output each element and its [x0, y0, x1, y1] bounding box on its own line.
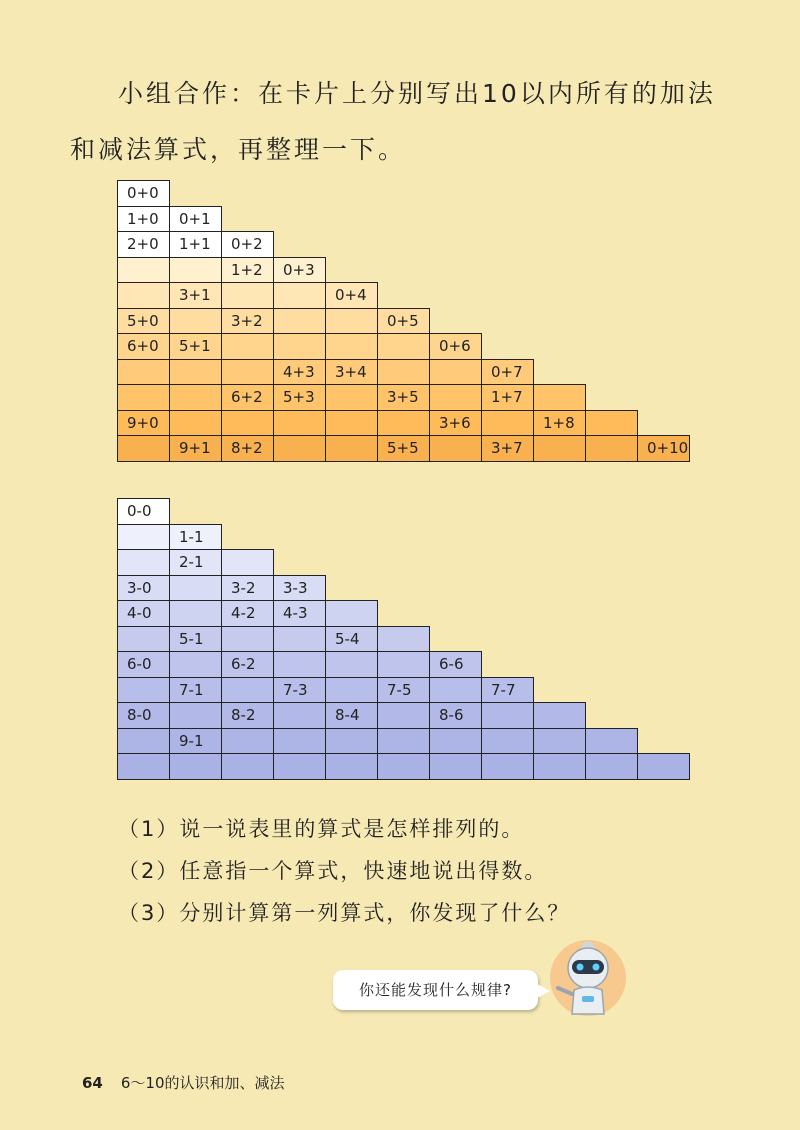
addition-formula-cell	[326, 436, 378, 462]
subtraction-formula-row	[118, 524, 690, 550]
addition-formula-cell	[534, 436, 586, 462]
subtraction-formula-cell	[118, 754, 170, 780]
addition-formula-cell	[586, 436, 638, 462]
addition-formula-row	[118, 308, 690, 334]
subtraction-formula-cell	[586, 754, 638, 780]
subtraction-formula-cell	[430, 728, 482, 754]
addition-formula-cell: 1+8	[534, 410, 586, 436]
addition-formula-row	[118, 206, 690, 232]
subtraction-formula-cell	[222, 728, 274, 754]
addition-formula-row	[118, 181, 690, 207]
subtraction-formula-cell	[274, 754, 326, 780]
subtraction-formula-cell	[378, 652, 430, 678]
addition-formula-cell	[326, 308, 378, 334]
addition-formula-cell	[274, 308, 326, 334]
blank-space	[638, 601, 690, 627]
blank-space	[534, 334, 586, 360]
blank-space	[586, 524, 638, 550]
addition-formula-cell	[378, 410, 430, 436]
addition-formula-cell	[170, 257, 222, 283]
blank-space	[586, 575, 638, 601]
addition-formula-cell	[222, 334, 274, 360]
addition-formula-cell: 0+3	[274, 257, 326, 283]
blank-space	[378, 181, 430, 207]
addition-formula-cell	[118, 257, 170, 283]
subtraction-formula-row	[118, 728, 690, 754]
subtraction-formula-cell: 7-7	[482, 677, 534, 703]
subtraction-formula-cell: 5-1	[170, 626, 222, 652]
subtraction-formula-cell	[222, 550, 274, 576]
subtraction-formula-row	[118, 626, 690, 652]
subtraction-formula-cell	[378, 703, 430, 729]
blank-space	[170, 181, 222, 207]
addition-formula-cell: 1+2	[222, 257, 274, 283]
subtraction-formula-cell	[326, 677, 378, 703]
blank-space	[638, 677, 690, 703]
blank-space	[378, 499, 430, 525]
blank-space	[222, 181, 274, 207]
subtraction-formula-cell	[222, 626, 274, 652]
subtraction-formula-cell: 7-5	[378, 677, 430, 703]
blank-space	[638, 703, 690, 729]
blank-space	[430, 524, 482, 550]
subtraction-formula-cell	[378, 754, 430, 780]
blank-space	[274, 550, 326, 576]
addition-formula-cell: 5+5	[378, 436, 430, 462]
subtraction-formula-cell: 5-4	[326, 626, 378, 652]
blank-space	[482, 524, 534, 550]
blank-space	[222, 206, 274, 232]
blank-space	[482, 181, 534, 207]
subtraction-formula-cell	[170, 601, 222, 627]
addition-formula-cell: 1+0	[118, 206, 170, 232]
addition-formula-row	[118, 257, 690, 283]
addition-formula-cell	[274, 334, 326, 360]
blank-space	[638, 575, 690, 601]
robot-icon	[548, 938, 628, 1018]
blank-space	[378, 283, 430, 309]
subtraction-formula-cell	[638, 754, 690, 780]
subtraction-formula-cell	[118, 550, 170, 576]
subtraction-formula-cell: 6-2	[222, 652, 274, 678]
subtraction-formula-cell	[222, 677, 274, 703]
subtraction-formula-row	[118, 550, 690, 576]
addition-formula-cell	[118, 385, 170, 411]
addition-formula-table	[117, 180, 690, 462]
addition-formula-cell	[534, 385, 586, 411]
addition-formula-cell	[378, 334, 430, 360]
subtraction-formula-cell	[274, 728, 326, 754]
subtraction-formula-cell	[170, 754, 222, 780]
blank-space	[482, 308, 534, 334]
addition-formula-cell: 5+3	[274, 385, 326, 411]
blank-space	[378, 601, 430, 627]
blank-space	[482, 206, 534, 232]
subtraction-formula-cell	[118, 626, 170, 652]
subtraction-formula-cell	[482, 703, 534, 729]
addition-formula-cell	[118, 359, 170, 385]
question-2: （2）任意指一个算式，快速地说出得数。	[118, 859, 548, 883]
subtraction-formula-row	[118, 677, 690, 703]
blank-space	[482, 283, 534, 309]
addition-formula-row	[118, 359, 690, 385]
subtraction-formula-cell: 4-0	[118, 601, 170, 627]
blank-space	[430, 601, 482, 627]
blank-space	[638, 206, 690, 232]
blank-space	[222, 524, 274, 550]
addition-formula-cell	[274, 410, 326, 436]
blank-space	[326, 181, 378, 207]
addition-formula-cell: 0+6	[430, 334, 482, 360]
addition-formula-cell: 0+4	[326, 283, 378, 309]
subtraction-formula-cell	[118, 677, 170, 703]
blank-space	[638, 308, 690, 334]
subtraction-formula-cell	[326, 652, 378, 678]
blank-space	[586, 283, 638, 309]
subtraction-formula-cell: 4-3	[274, 601, 326, 627]
question-1: （1）说一说表里的算式是怎样排列的。	[118, 817, 525, 841]
blank-space	[430, 308, 482, 334]
subtraction-formula-row	[118, 499, 690, 525]
blank-space	[638, 550, 690, 576]
blank-space	[534, 206, 586, 232]
blank-space	[274, 232, 326, 258]
subtraction-formula-row	[118, 601, 690, 627]
subtraction-formula-cell	[326, 601, 378, 627]
blank-space	[534, 232, 586, 258]
subtraction-formula-cell	[118, 728, 170, 754]
blank-space	[482, 652, 534, 678]
subtraction-formula-cell	[274, 652, 326, 678]
subtraction-formula-cell: 6-0	[118, 652, 170, 678]
subtraction-formula-cell	[534, 728, 586, 754]
subtraction-formula-cell: 8-4	[326, 703, 378, 729]
blank-space	[378, 206, 430, 232]
chapter-title: 6～10的认识和加、减法	[120, 1074, 285, 1092]
addition-formula-cell	[274, 436, 326, 462]
subtraction-formula-cell: 7-1	[170, 677, 222, 703]
blank-space	[274, 206, 326, 232]
addition-formula-cell	[170, 410, 222, 436]
blank-space	[534, 283, 586, 309]
blank-space	[638, 334, 690, 360]
addition-formula-cell	[170, 385, 222, 411]
blank-space	[482, 257, 534, 283]
addition-formula-cell	[586, 410, 638, 436]
blank-space	[638, 626, 690, 652]
question-list	[118, 808, 570, 934]
addition-formula-cell: 6+0	[118, 334, 170, 360]
subtraction-formula-cell: 0-0	[118, 499, 170, 525]
addition-formula-cell	[326, 410, 378, 436]
subtraction-formula-cell: 8-6	[430, 703, 482, 729]
subtraction-formula-cell	[430, 754, 482, 780]
addition-formula-cell: 1+7	[482, 385, 534, 411]
blank-space	[430, 626, 482, 652]
blank-space	[586, 499, 638, 525]
blank-space	[326, 206, 378, 232]
subtraction-formula-cell	[482, 754, 534, 780]
addition-formula-cell: 0+1	[170, 206, 222, 232]
blank-space	[326, 499, 378, 525]
blank-space	[586, 257, 638, 283]
subtraction-formula-cell: 8-0	[118, 703, 170, 729]
addition-formula-cell: 3+2	[222, 308, 274, 334]
addition-formula-cell: 0+7	[482, 359, 534, 385]
subtraction-formula-cell: 3-3	[274, 575, 326, 601]
blank-space	[482, 499, 534, 525]
addition-formula-cell	[326, 334, 378, 360]
blank-space	[638, 181, 690, 207]
blank-space	[274, 181, 326, 207]
addition-formula-cell	[482, 410, 534, 436]
subtraction-formula-cell: 6-6	[430, 652, 482, 678]
addition-formula-cell: 3+5	[378, 385, 430, 411]
addition-formula-cell: 2+0	[118, 232, 170, 258]
addition-formula-row	[118, 436, 690, 462]
blank-space	[586, 359, 638, 385]
addition-formula-cell: 9+0	[118, 410, 170, 436]
addition-formula-row	[118, 232, 690, 258]
blank-space	[326, 575, 378, 601]
blank-space	[482, 232, 534, 258]
subtraction-formula-cell: 1-1	[170, 524, 222, 550]
addition-formula-cell: 4+3	[274, 359, 326, 385]
addition-formula-cell: 0+2	[222, 232, 274, 258]
addition-formula-cell: 3+7	[482, 436, 534, 462]
subtraction-formula-row	[118, 703, 690, 729]
blank-space	[534, 181, 586, 207]
addition-formula-cell	[170, 308, 222, 334]
blank-space	[326, 550, 378, 576]
addition-formula-cell	[222, 359, 274, 385]
page-number: 64	[82, 1074, 103, 1092]
subtraction-formula-cell	[118, 524, 170, 550]
addition-formula-cell: 3+6	[430, 410, 482, 436]
blank-space	[534, 359, 586, 385]
subtraction-formula-cell	[274, 703, 326, 729]
blank-space	[586, 601, 638, 627]
addition-formula-cell	[430, 359, 482, 385]
subtraction-formula-cell	[534, 754, 586, 780]
blank-space	[378, 575, 430, 601]
subtraction-formula-cell	[378, 728, 430, 754]
blank-space	[378, 257, 430, 283]
blank-space	[274, 499, 326, 525]
addition-formula-cell: 3+4	[326, 359, 378, 385]
blank-space	[430, 181, 482, 207]
addition-formula-cell	[222, 410, 274, 436]
subtraction-formula-cell	[326, 754, 378, 780]
activity-instruction: 小组合作：在卡片上分别写出10以内所有的加法和减法算式，再整理一下。	[70, 79, 716, 164]
blank-space	[534, 677, 586, 703]
addition-formula-row	[118, 385, 690, 411]
blank-space	[534, 601, 586, 627]
blank-space	[430, 257, 482, 283]
blank-space	[586, 181, 638, 207]
subtraction-formula-cell	[274, 626, 326, 652]
subtraction-formula-table	[117, 498, 690, 780]
blank-space	[586, 385, 638, 411]
blank-space	[430, 206, 482, 232]
blank-space	[430, 550, 482, 576]
subtraction-formula-cell	[430, 677, 482, 703]
blank-space	[534, 257, 586, 283]
blank-space	[326, 257, 378, 283]
blank-space	[638, 359, 690, 385]
blank-space	[638, 499, 690, 525]
blank-space	[586, 703, 638, 729]
blank-space	[170, 499, 222, 525]
addition-formula-cell: 0+5	[378, 308, 430, 334]
addition-formula-cell	[274, 283, 326, 309]
subtraction-formula-cell: 8-2	[222, 703, 274, 729]
addition-formula-cell: 8+2	[222, 436, 274, 462]
subtraction-formula-cell	[534, 703, 586, 729]
blank-space	[482, 334, 534, 360]
addition-formula-cell: 1+1	[170, 232, 222, 258]
blank-space	[534, 575, 586, 601]
blank-space	[586, 550, 638, 576]
addition-formula-cell	[430, 385, 482, 411]
blank-space	[638, 283, 690, 309]
subtraction-formula-cell	[170, 703, 222, 729]
blank-space	[638, 257, 690, 283]
blank-space	[638, 385, 690, 411]
page-footer	[82, 1072, 285, 1093]
subtraction-formula-cell	[326, 728, 378, 754]
addition-formula-cell: 6+2	[222, 385, 274, 411]
blank-space	[586, 334, 638, 360]
speech-bubble: 你还能发现什么规律?	[333, 970, 538, 1010]
addition-formula-cell: 0+10	[638, 436, 690, 462]
blank-space	[326, 524, 378, 550]
blank-space	[586, 677, 638, 703]
subtraction-formula-cell	[170, 652, 222, 678]
addition-formula-cell	[326, 385, 378, 411]
addition-formula-cell	[118, 283, 170, 309]
subtraction-formula-cell	[378, 626, 430, 652]
blank-space	[534, 550, 586, 576]
subtraction-formula-cell: 3-0	[118, 575, 170, 601]
blank-space	[482, 575, 534, 601]
blank-space	[430, 499, 482, 525]
subtraction-formula-cell	[222, 754, 274, 780]
blank-space	[586, 652, 638, 678]
addition-formula-cell	[430, 436, 482, 462]
subtraction-formula-row	[118, 754, 690, 780]
blank-space	[326, 232, 378, 258]
blank-space	[638, 232, 690, 258]
blank-space	[430, 283, 482, 309]
blank-space	[274, 524, 326, 550]
addition-formula-row	[118, 283, 690, 309]
blank-space	[482, 601, 534, 627]
subtraction-formula-cell: 7-3	[274, 677, 326, 703]
addition-formula-cell: 5+0	[118, 308, 170, 334]
subtraction-formula-row	[118, 575, 690, 601]
addition-formula-cell	[170, 359, 222, 385]
blank-space	[586, 308, 638, 334]
addition-formula-row	[118, 410, 690, 436]
subtraction-formula-cell: 4-2	[222, 601, 274, 627]
question-3: （3）分别计算第一列算式，你发现了什么？	[118, 901, 571, 925]
addition-formula-cell	[118, 436, 170, 462]
blank-space	[430, 232, 482, 258]
addition-formula-cell	[378, 359, 430, 385]
blank-space	[534, 499, 586, 525]
blank-space	[586, 626, 638, 652]
subtraction-formula-cell	[482, 728, 534, 754]
blank-space	[430, 575, 482, 601]
blank-space	[638, 410, 690, 436]
blank-space	[534, 652, 586, 678]
blank-space	[482, 626, 534, 652]
blank-space	[378, 524, 430, 550]
blank-space	[378, 232, 430, 258]
blank-space	[222, 499, 274, 525]
blank-space	[378, 550, 430, 576]
addition-formula-cell: 5+1	[170, 334, 222, 360]
subtraction-formula-cell: 3-2	[222, 575, 274, 601]
subtraction-formula-cell	[586, 728, 638, 754]
subtraction-formula-cell: 2-1	[170, 550, 222, 576]
subtraction-formula-row	[118, 652, 690, 678]
blank-space	[534, 308, 586, 334]
subtraction-formula-cell	[170, 575, 222, 601]
blank-space	[534, 626, 586, 652]
blank-space	[482, 550, 534, 576]
subtraction-formula-cell: 9-1	[170, 728, 222, 754]
blank-space	[586, 206, 638, 232]
blank-space	[534, 524, 586, 550]
addition-formula-cell: 0+0	[118, 181, 170, 207]
blank-space	[638, 728, 690, 754]
blank-space	[586, 232, 638, 258]
blank-space	[638, 652, 690, 678]
addition-formula-row	[118, 334, 690, 360]
addition-formula-cell: 3+1	[170, 283, 222, 309]
addition-formula-cell: 9+1	[170, 436, 222, 462]
blank-space	[638, 524, 690, 550]
addition-formula-cell	[222, 283, 274, 309]
